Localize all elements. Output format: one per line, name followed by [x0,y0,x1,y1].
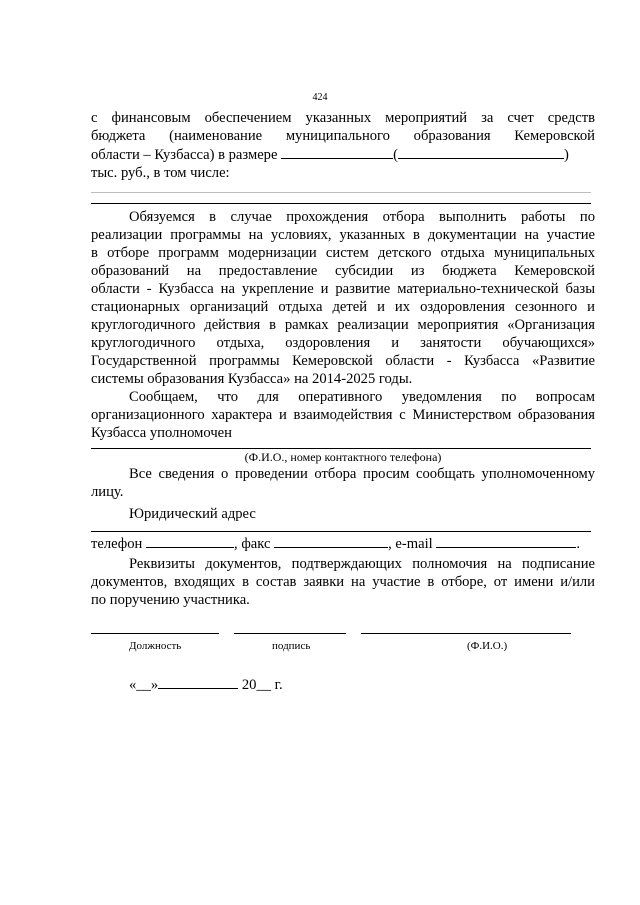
address-field[interactable] [91,531,591,532]
requisites-line: по поручению участника. [91,592,250,608]
position-field[interactable] [91,633,219,634]
notification-line: Сообщаем, что для оперативного уведомления по вопросам [129,389,595,405]
amount-words-field[interactable] [398,145,564,159]
intro-line: тыс. руб., в том числе: [91,165,230,181]
email-label: , e-mail [388,536,433,552]
commitment-line: образований на предоставление субсидии из бюджета Кемеровской [91,263,595,279]
notification-line: организационного характера и взаимодействия с Министерством образования [91,407,595,423]
info-paragraph [91,465,595,501]
intro-amount-label: области – Кузбасса) в размере [91,147,278,163]
date-year[interactable]: 20__ г. [241,677,283,693]
document-body [91,109,595,694]
phone-label: телефон [91,536,143,552]
amount-number-field[interactable] [281,145,393,159]
commitment-line: круглогодичного действия в рамках реализации мероприятия «Организация [91,317,595,333]
commitment-line: Обязуемся в случае прохождения отбора выполнить работы по [129,209,595,225]
signature-field[interactable] [234,633,346,634]
commitment-paragraph [91,208,595,388]
fax-label: , факс [234,536,271,552]
fax-field[interactable] [274,534,388,548]
commitment-line: в отборе программ модернизации систем детского отдыха муниципальных [91,245,595,261]
commitment-line: стационарных организаций отдыха детей и их оздоровления сезонного и [91,299,595,315]
info-line: Все сведения о проведении отбора просим сообщать уполномоченному [129,466,595,482]
intro-line: с финансовым обеспечением указанных мероприятий за счет средств [91,110,595,126]
requisites-line: документов, входящих в состав заявки на участие в отборе, от имени и/или [91,574,595,590]
contact-caption: (Ф.И.О., номер контактного телефона) [244,450,442,464]
intro-line: бюджета (наименование муниципального образования Кемеровской [91,128,595,144]
page-number: 424 [312,92,328,103]
email-field[interactable] [436,534,576,548]
date-day[interactable]: «__» [129,677,159,693]
amount-close-paren: ) [564,147,569,163]
date-line [91,675,595,694]
notification-paragraph [91,388,595,442]
contact-fields-line: телефон , факс , e-mail . [91,536,580,552]
requisites-paragraph [91,555,595,609]
signature-label: подпись [272,640,311,652]
info-line: лицу. [91,484,124,500]
address-label: Юридический адрес [129,506,256,522]
commitment-line: круглогодичного отдыха, оздоровления и занятости обучающихся» [91,335,595,351]
position-label: Должность [129,640,182,652]
amount-open-paren: ( [393,147,398,163]
commitment-line: области - Кузбасса на укрепление и развитие материально-технической базы [91,281,595,297]
full-name-label: (Ф.И.О.) [467,640,508,652]
commitment-line: Государственной программы Кемеровской области - Кузбасса «Развитие [91,353,595,369]
intro-paragraph [91,109,595,182]
intro-amount-line [91,145,595,164]
commitment-line: реализации программы на условиях, указанных в документации на участие [91,227,595,243]
full-name-field[interactable] [361,633,571,634]
requisites-line: Реквизиты документов, подтверждающих полномочия на подписание [129,556,595,572]
notification-line: Кузбасса уполномочен [91,425,232,441]
details-line-2[interactable] [91,203,591,204]
phone-field[interactable] [146,534,234,548]
signature-row [91,619,595,655]
commitment-line: системы образования Кузбасса» на 2014-2025 годы. [91,371,413,387]
address-block [91,505,595,553]
date-month-field[interactable] [158,675,238,689]
